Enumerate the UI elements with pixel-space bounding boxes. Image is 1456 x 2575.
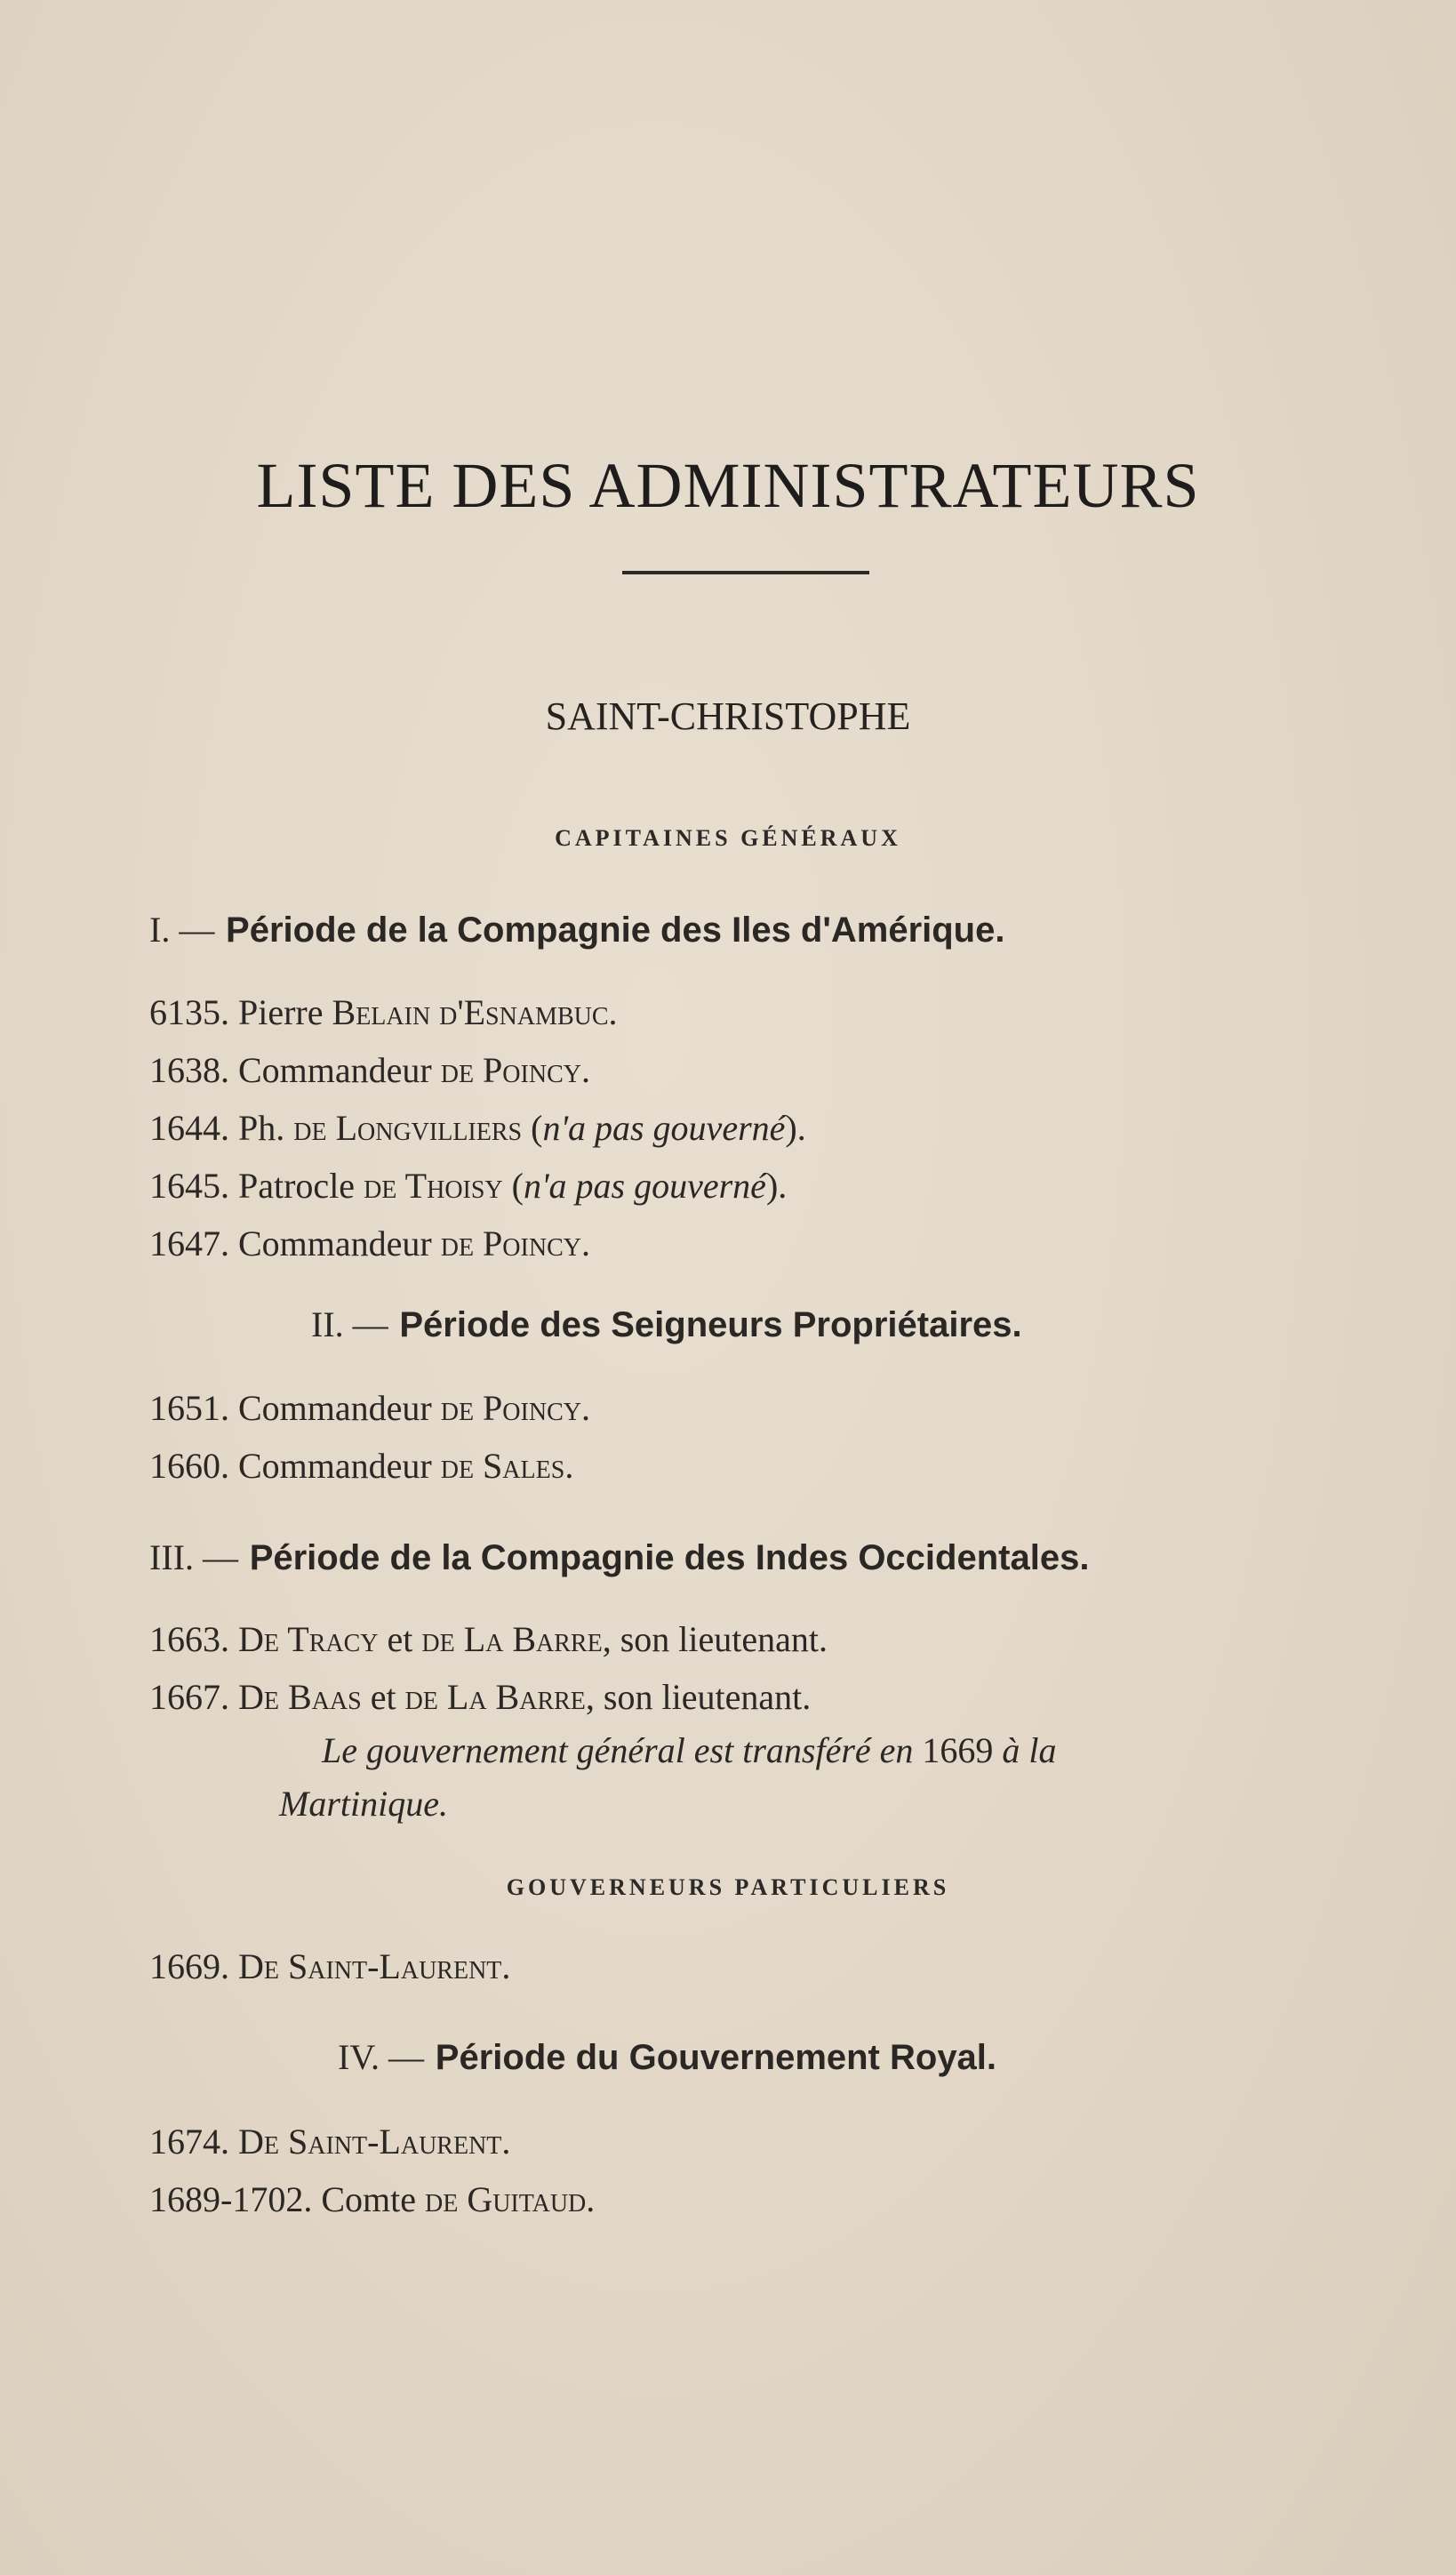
entry-note: n'a pas gouverné: [542, 1108, 786, 1148]
transfer-note-line-1: [322, 1729, 1057, 1771]
title-rule: [622, 571, 869, 574]
entry-text: Commandeur: [238, 1223, 441, 1263]
entry-punct: .: [586, 2179, 596, 2219]
entry-text: Commandeur: [238, 1388, 441, 1428]
entry-punct: .: [580, 1050, 590, 1090]
list-item: [149, 1387, 590, 1429]
list-item: [149, 1945, 510, 1987]
entry-name: De Saint-Laurent: [238, 2122, 502, 2162]
entry-text: et: [361, 1677, 405, 1717]
entry-name: De Saint-Laurent: [238, 1946, 502, 1986]
note-text: à la: [993, 1730, 1057, 1770]
list-item: [149, 1165, 787, 1207]
entry-year: 1663.: [149, 1619, 229, 1659]
section-heading: SAINT-CHRISTOPHE: [545, 694, 911, 738]
entry-name: De Tracy: [238, 1619, 379, 1659]
entry-year: 1669.: [149, 1946, 229, 1986]
period-title: Période de la Compagnie des Indes Occidentales.: [249, 1538, 1090, 1577]
entry-text: et: [378, 1619, 422, 1659]
list-item: [149, 1223, 590, 1264]
entry-year: 1667.: [149, 1677, 229, 1717]
subhead-capitaines-generaux: CAPITAINES GÉNÉRAUX: [555, 825, 901, 851]
entry-year: 1689-1702.: [149, 2179, 313, 2219]
entry-year: 1645.: [149, 1166, 229, 1206]
entry-punct: .: [580, 1388, 590, 1428]
entry-text: Commandeur: [238, 1446, 441, 1486]
subhead-gouverneurs-particuliers: GOUVERNEURS PARTICULIERS: [506, 1874, 950, 1900]
list-item: [149, 1445, 573, 1487]
period-heading-1: [149, 909, 1004, 951]
entry-punct: .: [608, 992, 618, 1032]
entry-name: Belain d'Esnambuc: [332, 992, 609, 1032]
period-number: II. —: [311, 1304, 388, 1344]
period-number: III. —: [149, 1537, 238, 1577]
entry-text: Comte: [312, 2179, 425, 2219]
period-number: IV. —: [338, 2037, 425, 2077]
transfer-note-line-2: Martinique.: [279, 1784, 448, 1824]
entry-text: Patrocle: [238, 1166, 364, 1206]
entry-punct: .: [501, 1946, 511, 1986]
entry-name: de Thoisy: [364, 1166, 503, 1206]
entry-name: De Baas: [238, 1677, 362, 1717]
list-item: [149, 1107, 806, 1149]
list-item: [149, 2178, 595, 2220]
note-year: 1669: [922, 1730, 994, 1770]
entry-punct: .: [580, 1223, 590, 1263]
period-title: Période du Gouvernement Royal.: [435, 2038, 997, 2077]
entry-name: de Poincy: [440, 1050, 581, 1090]
entry-year: 6135.: [149, 992, 229, 1032]
period-number: I. —: [149, 910, 215, 950]
list-item: [149, 2121, 510, 2162]
entry-punct: (: [522, 1108, 543, 1148]
page-title: LISTE DES ADMINISTRATEURS: [256, 450, 1200, 521]
entry-year: 1638.: [149, 1050, 229, 1090]
entry-text: Pierre: [238, 992, 332, 1032]
entry-text: Ph.: [238, 1108, 294, 1148]
entry-punct: (: [502, 1166, 524, 1206]
entry-name: de Longvilliers: [293, 1108, 523, 1148]
period-heading-3: [149, 1536, 1089, 1578]
entry-punct: ).: [765, 1166, 788, 1206]
entry-note: n'a pas gouverné: [523, 1166, 766, 1206]
list-item: [149, 1676, 811, 1718]
note-text: Le gouvernement général est transféré en: [322, 1730, 923, 1770]
entry-punct: .: [501, 2122, 511, 2162]
entry-punct: ).: [785, 1108, 806, 1148]
entry-text: Commandeur: [238, 1050, 441, 1090]
period-title: Période des Seigneurs Propriétaires.: [399, 1305, 1022, 1344]
entry-year: 1660.: [149, 1446, 229, 1486]
entry-year: 1647.: [149, 1223, 229, 1263]
entry-name: de Sales: [440, 1446, 565, 1486]
entry-name: de Poincy: [440, 1388, 581, 1428]
list-item: [149, 1049, 590, 1091]
entry-year: 1651.: [149, 1388, 229, 1428]
entry-year: 1674.: [149, 2122, 229, 2162]
entry-name: de Poincy: [440, 1223, 581, 1263]
period-heading-4: [338, 2036, 996, 2078]
entry-punct: .: [564, 1446, 574, 1486]
entry-text: , son lieutenant.: [585, 1677, 812, 1717]
period-title: Période de la Compagnie des Iles d'Amérique.: [226, 910, 1005, 950]
entry-year: 1644.: [149, 1108, 229, 1148]
list-item: [149, 1618, 828, 1660]
entry-name: de La Barre: [404, 1677, 586, 1717]
entry-name: de La Barre: [421, 1619, 603, 1659]
entry-text: , son lieutenant.: [602, 1619, 828, 1659]
list-item: [149, 991, 618, 1033]
entry-name: de Guitaud: [425, 2179, 587, 2219]
period-heading-2: [311, 1304, 1022, 1345]
